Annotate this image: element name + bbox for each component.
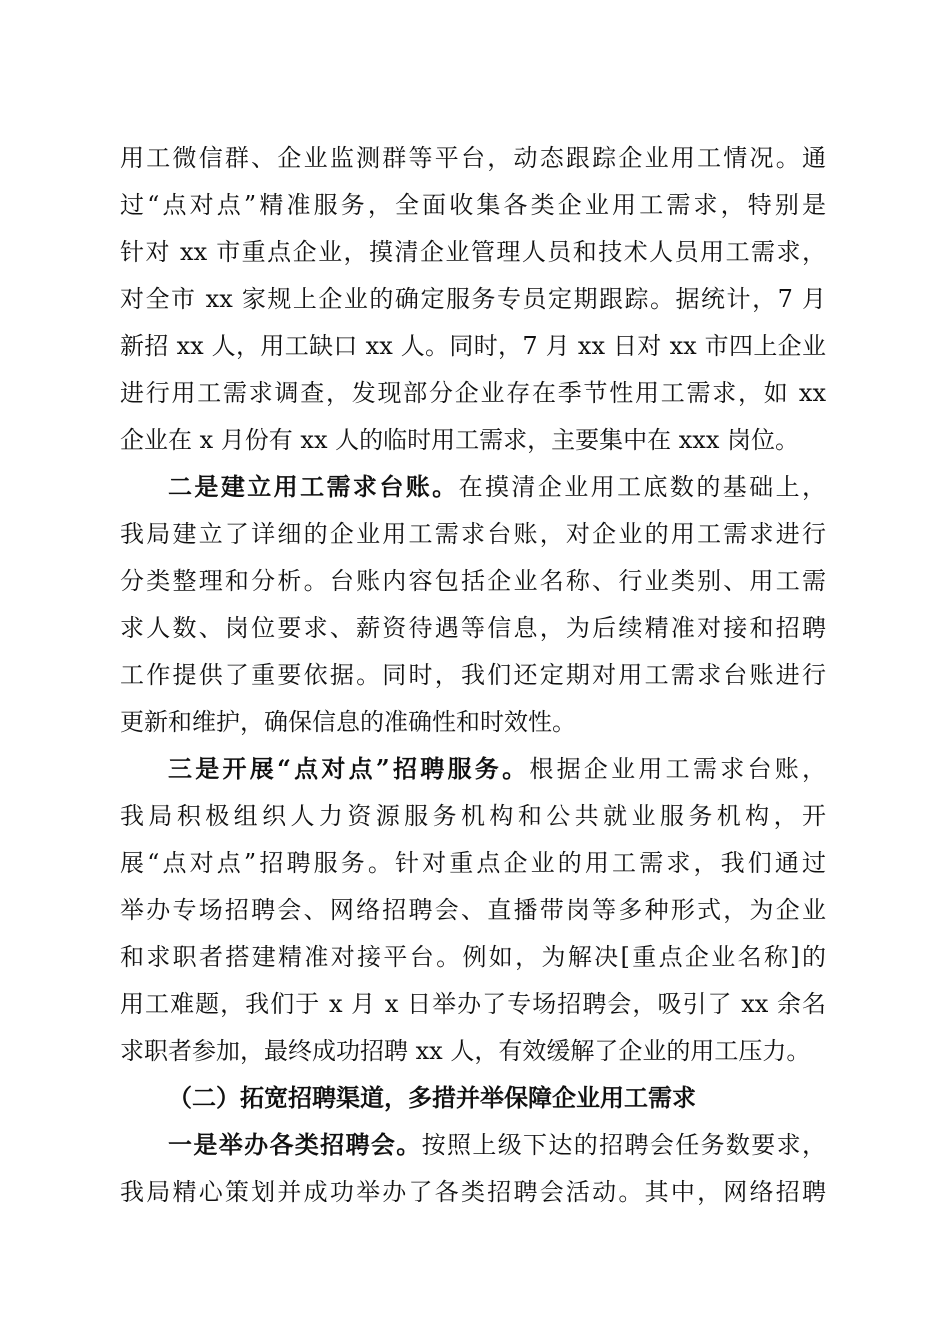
text-line: 进行用工需求调查，发现部分企业存在季节性用工需求，如 xx: [120, 379, 826, 407]
text-line: 针对 xx 市重点企业，摸清企业管理人员和技术人员用工需求，: [120, 238, 826, 266]
paragraph-lead-bold: 二是建立用工需求台账。: [168, 472, 459, 501]
paragraph-first-line: [168, 1125, 826, 1165]
text-line: 分类整理和分析。台账内容包括企业名称、行业类别、用工需: [120, 567, 826, 595]
section-heading: （二）拓宽招聘渠道，多措并举保障企业用工需求: [168, 1083, 696, 1112]
text-line: 对全市 xx 家规上企业的确定服务专员定期跟踪。据统计，7 月: [120, 285, 826, 313]
text-line: 我局精心策划并成功举办了各类招聘会活动。其中，网络招聘: [120, 1178, 826, 1206]
paragraph-lead-rest: 根据企业用工需求台账，: [529, 755, 827, 783]
text-line: 过“点对点”精准服务，全面收集各类企业用工需求，特别是: [120, 191, 826, 219]
text-line: 求人数、岗位要求、薪资待遇等信息，为后续精准对接和招聘: [120, 614, 826, 642]
text-line: 我局建立了详细的企业用工需求台账，对企业的用工需求进行: [120, 520, 826, 548]
text-line: 新招 xx 人，用工缺口 xx 人。同时，7 月 xx 日对 xx 市四上企业: [120, 332, 826, 360]
text-line: 举办专场招聘会、网络招聘会、直播带岗等多种形式，为企业: [120, 896, 826, 924]
paragraph-first-line: [168, 467, 826, 507]
text-line: 用工难题，我们于 x 月 x 日举办了专场招聘会，吸引了 xx 余名: [120, 990, 826, 1018]
paragraph-first-line: [168, 749, 826, 789]
paragraph-lead-bold: 三是开展“点对点”招聘服务。: [168, 754, 530, 783]
paragraph-lead-rest: 按照上级下达的招聘会任务数要求，: [421, 1131, 827, 1159]
text-line: 用工微信群、企业监测群等平台，动态跟踪企业用工情况。通: [120, 144, 826, 172]
paragraph-lead-rest: 在摸清企业用工底数的基础上，: [458, 473, 827, 501]
text-line: 我局积极组织人力资源服务机构和公共就业服务机构，开: [120, 802, 826, 830]
text-line: 工作提供了重要依据。同时，我们还定期对用工需求台账进行: [120, 661, 826, 689]
text-line: 更新和维护，确保信息的准确性和时效性。: [120, 708, 576, 736]
text-line: 求职者参加，最终成功招聘 xx 人，有效缓解了企业的用工压力。: [120, 1037, 811, 1065]
text-line: 展“点对点”招聘服务。针对重点企业的用工需求，我们通过: [120, 849, 826, 877]
text-line: 企业在 x 月份有 xx 人的临时用工需求，主要集中在 xxx 岗位。: [120, 426, 799, 454]
paragraph-lead-bold: 一是举办各类招聘会。: [168, 1130, 422, 1159]
text-line: 和求职者搭建精准对接平台。例如，为解决[重点企业名称]的: [120, 943, 826, 971]
